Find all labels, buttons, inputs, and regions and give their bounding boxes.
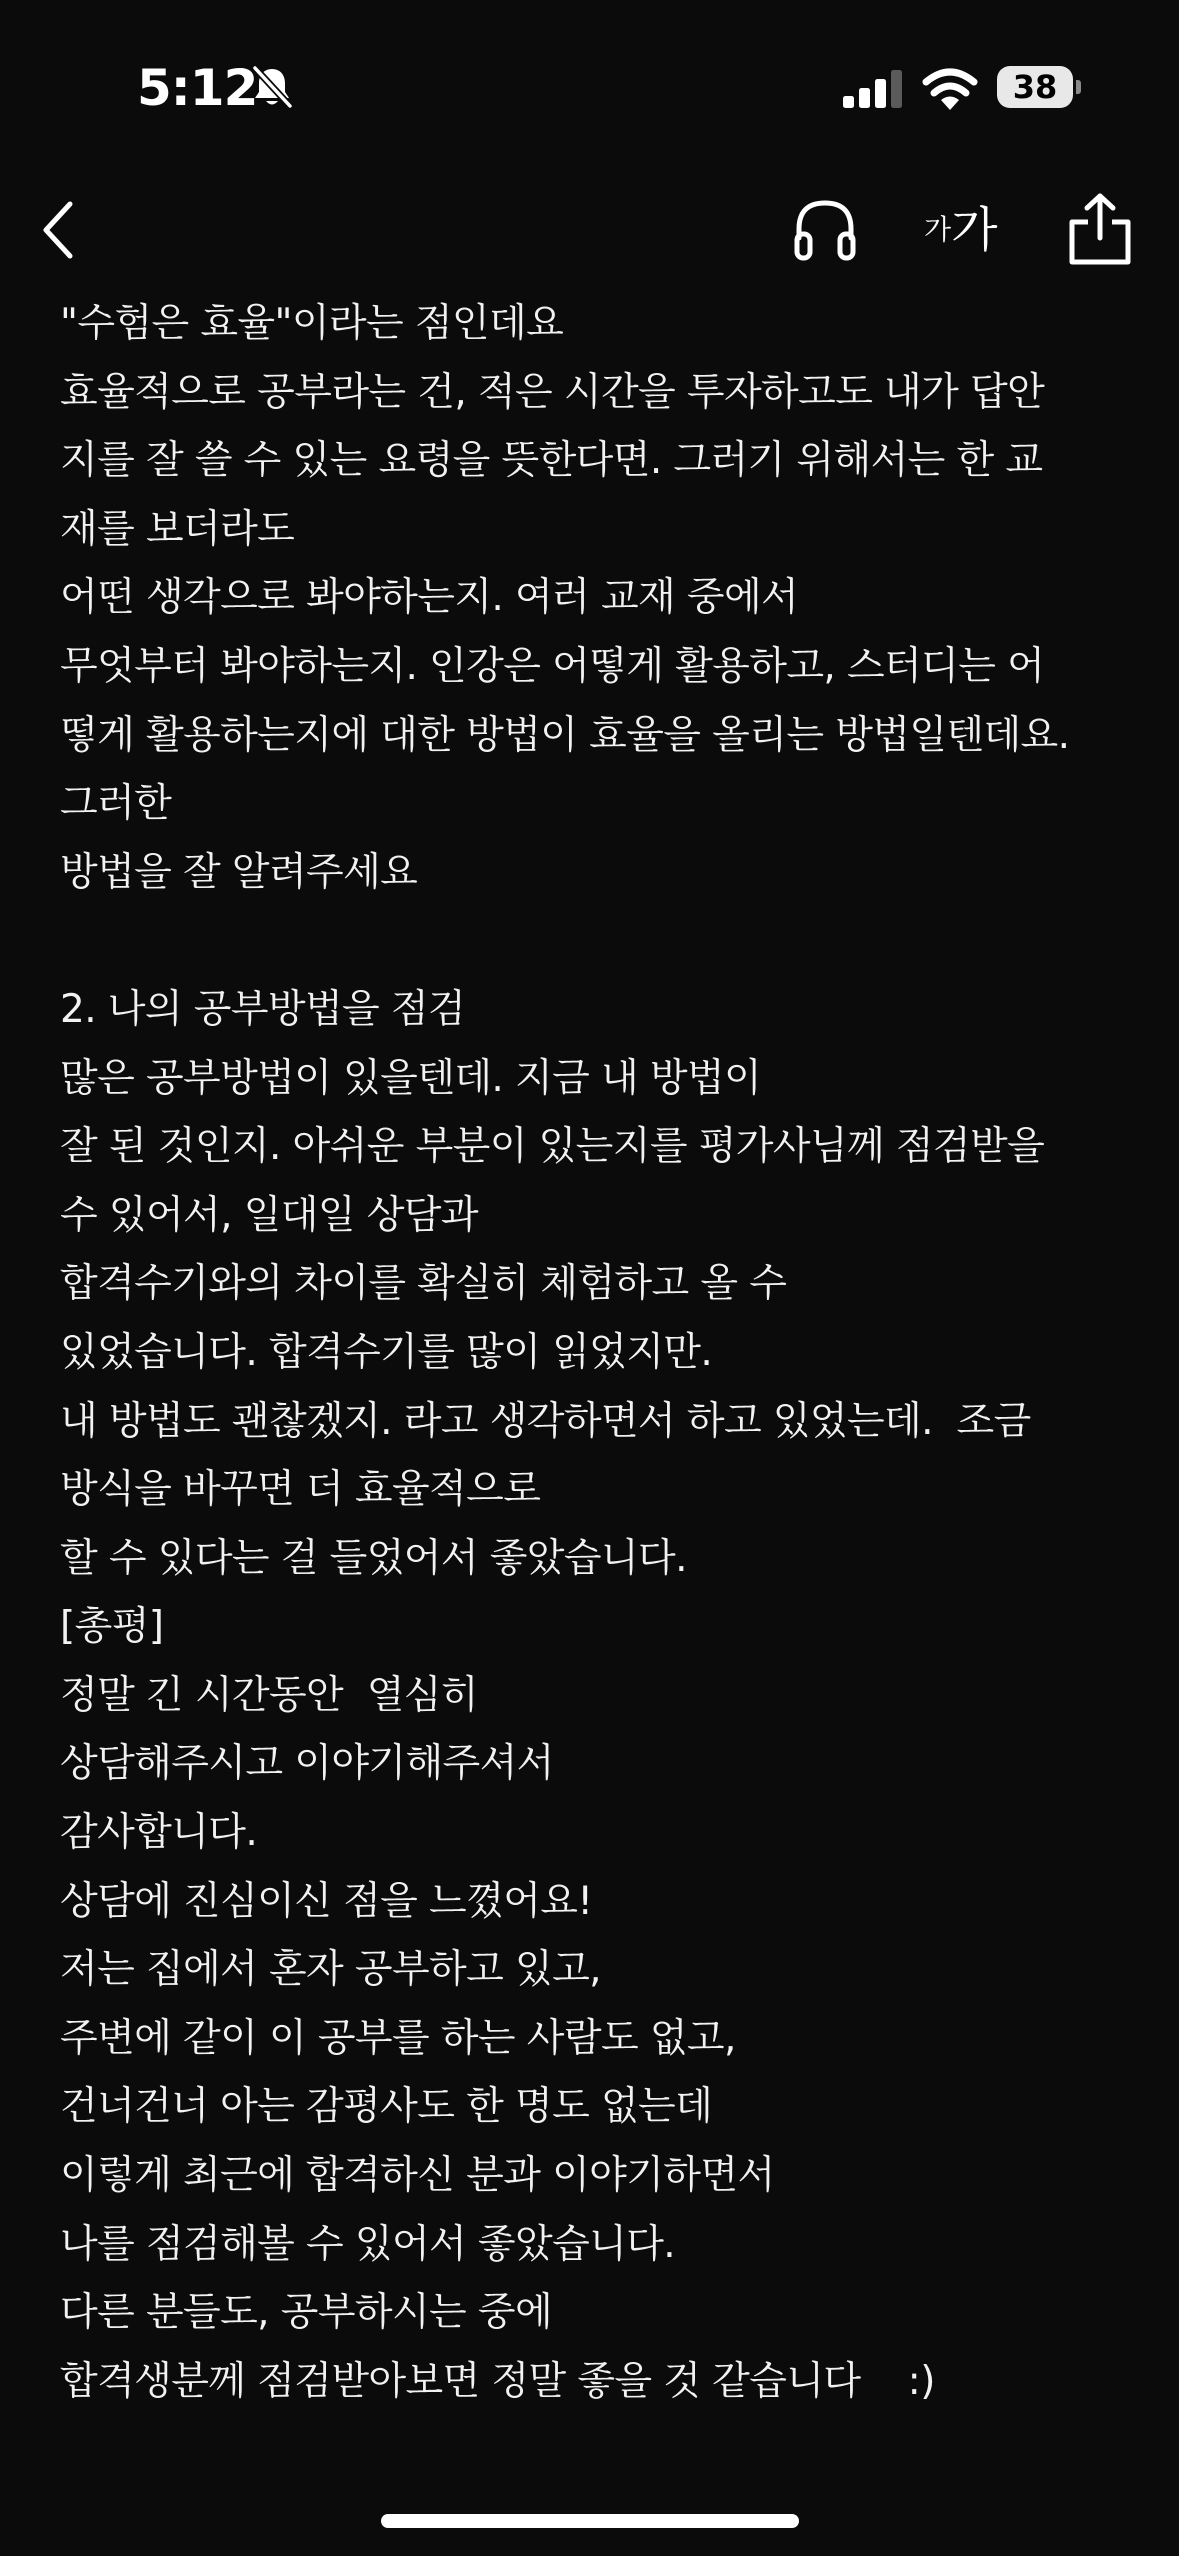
status-bar [0,0,1179,170]
article-line: 할 수 있다는 걸 들었어서 좋았습니다. [60,1535,687,1581]
home-indicator[interactable] [381,2514,799,2528]
article-line: 효율적으로 공부라는 건, 적은 시간을 투자하고도 내가 답안 [60,369,1045,415]
article-line: 어떤 생각으로 봐야하는지. 여러 교재 중에서 [60,575,799,621]
bell-slash-icon [250,64,294,110]
article-line: 많은 공부방법이 있을텐데. 지금 내 방법이 [60,1055,762,1101]
share-icon[interactable] [1068,192,1132,266]
article-line: 나를 점검해볼 수 있어서 좋았습니다. [60,2221,676,2267]
text-size-icon[interactable] [924,190,1006,270]
article-body [60,290,1140,2416]
article-line: 지를 잘 쓸 수 있는 요령을 뜻한다면. 그러기 위해서는 한 교 [60,438,1043,484]
article-line: 이렇게 최근에 합격하신 분과 이야기하면서 [60,2153,775,2199]
nav-bar [0,180,1179,280]
article-line: 건너건너 아는 감평사도 한 명도 없는데 [60,2084,713,2130]
article-line: 합격생분께 점검받아보면 정말 좋을 것 같습니다 :) [60,2358,935,2404]
article-line: 정말 긴 시간동안 열심히 [60,1672,478,1718]
article-line: 주변에 같이 이 공부를 하는 사람도 없고, [60,2015,736,2061]
article-line: "수험은 효율"이라는 점인데요 [60,301,564,346]
article-line: 재를 보더라도 [60,506,295,552]
headphones-icon[interactable] [792,196,858,262]
article-line: 그러한 [60,781,172,827]
article-line: 무엇부터 봐야하는지. 인강은 어떻게 활용하고, 스터디는 어 [60,643,1045,689]
article-line: 감사합니다. [60,1810,258,1856]
article-line: [총평] [60,1604,164,1650]
wifi-icon [921,66,979,110]
text-size-small: 가 [924,213,952,246]
text-size-large: 가 [951,202,998,258]
status-time: 5:12 [137,59,258,117]
article-line: 방식을 바꾸면 더 효율적으로 [60,1467,541,1513]
battery-level: 38 [1012,68,1058,106]
article-line: 다른 분들도, 공부하시는 중에 [60,2290,553,2336]
article-line: 상담해주시고 이야기해주셔서 [60,1741,554,1787]
article-line: 수 있어서, 일대일 상담과 [60,1192,478,1238]
article-line: 떻게 활용하는지에 대한 방법이 효율을 올리는 방법일텐데요. [60,712,1070,758]
battery-icon [997,66,1081,108]
article-line: 잘 된 것인지. 아쉬운 부분이 있는지를 평가사님께 점검받을 [60,1124,1045,1170]
article-line: 상담에 진심이신 점을 느꼈어요! [60,1878,593,1924]
battery-tip [1076,80,1081,94]
article-line: 합격수기와의 차이를 확실히 체험하고 올 수 [60,1261,787,1307]
article-line [60,907,1140,976]
article-line: 있었습니다. 합격수기를 많이 읽었지만. [60,1329,713,1375]
article-line: 2. 나의 공부방법을 점검 [60,986,466,1032]
article-line: 내 방법도 괜찮겠지. 라고 생각하면서 하고 있었는데. 조금 [60,1398,1031,1444]
article-line: 방법을 잘 알려주세요 [60,849,418,895]
article-line: 저는 집에서 혼자 공부하고 있고, [60,1947,601,1993]
cellular-signal-icon [843,70,903,108]
chevron-left-icon[interactable] [38,198,78,262]
